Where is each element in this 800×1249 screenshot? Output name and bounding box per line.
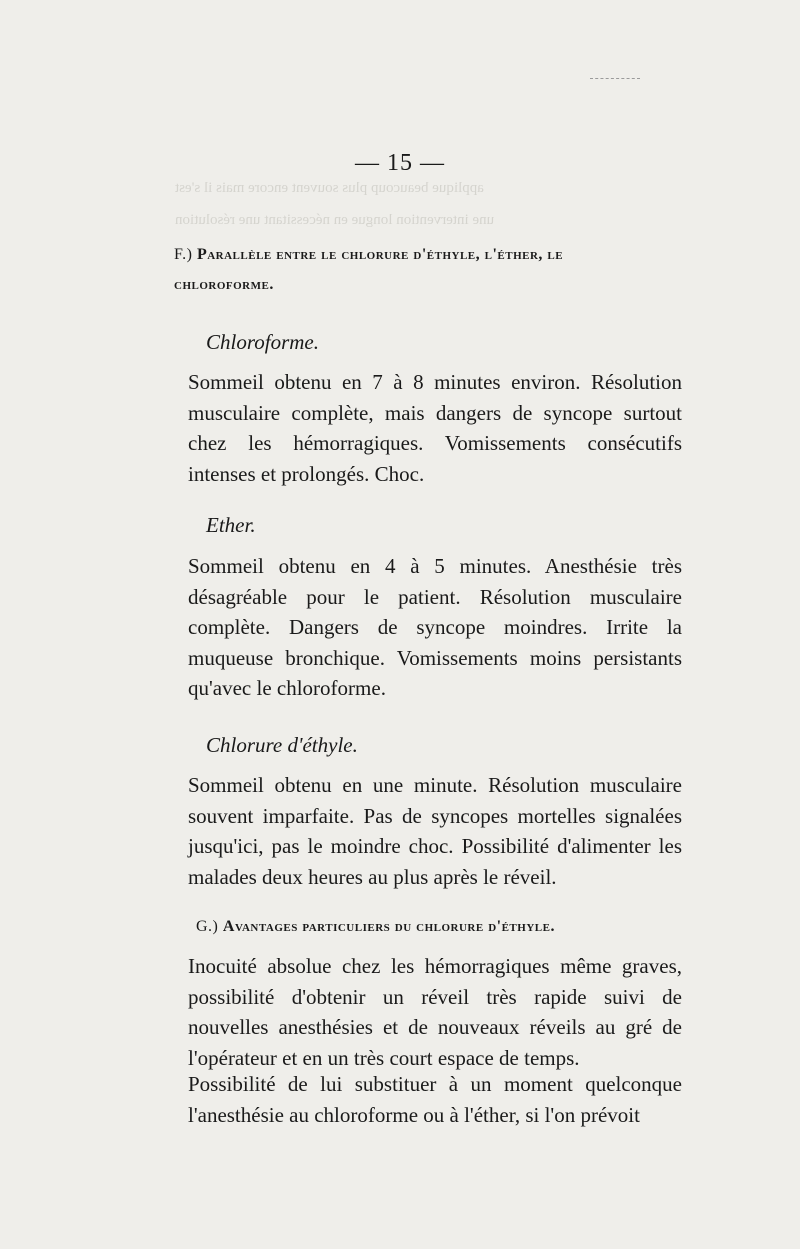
section-f-title: Parallèle entre le chlorure d'éthyle, l'éther, le bbox=[196, 246, 564, 263]
avantages-paragraph-2: Possibilité de lui substituer à un moment quelconque l'anesthésie au chloroforme ou à l'éther, si l'on prévoit bbox=[188, 1072, 682, 1127]
section-f-label: F.) bbox=[174, 246, 193, 263]
chloroforme-subtitle: Chloroforme. bbox=[206, 330, 319, 354]
avantages-paragraph-1: Inocuité absolue chez les hémorragiques même graves, possibilité d'obtenir un réveil très rapide suivi de nouvelles anesthésies et de nouveaux réveils au gré de l'opérateur et en un très court espace de temps. bbox=[188, 954, 682, 1070]
chloroforme-paragraph: Sommeil obtenu en 7 à 8 minutes environ. Résolution musculaire complète, mais dangers de syncope surtout chez les hémorragiques. Vomissements consécutifs intenses et prolongés. Choc. bbox=[188, 370, 682, 486]
section-f-title-cont: chloroforme. bbox=[174, 276, 274, 293]
bleed-through-text: une intervention longue en nécessitant une résolution bbox=[175, 212, 495, 228]
page-number: — 15 — bbox=[355, 150, 445, 176]
chlorure-subtitle: Chlorure d'éthyle. bbox=[206, 733, 358, 757]
chlorure-paragraph: Sommeil obtenu en une minute. Résolution musculaire souvent imparfaite. Pas de syncopes mortelles signalées jusqu'ici, pas le moindre choc. Possibilité d'alimenter les malades deux heures au plus après le réveil. bbox=[188, 773, 682, 889]
top-right-mark bbox=[590, 78, 640, 79]
section-g-title: Avantages particuliers du chlorure d'éthyle. bbox=[222, 918, 555, 935]
ether-subtitle: Ether. bbox=[206, 513, 256, 537]
section-f-heading bbox=[174, 240, 684, 300]
bleed-through-text: applique beaucoup plus souvent encore mais il s'est bbox=[175, 180, 484, 196]
ether-paragraph: Sommeil obtenu en 4 à 5 minutes. Anesthésie très désagréable pour le patient. Résolution musculaire complète. Dangers de syncope moindres. Irrite la muqueuse bronchique. Vomissements moins persistants qu'avec le chloroforme. bbox=[188, 554, 682, 700]
section-g-heading bbox=[196, 912, 676, 942]
section-g-label: G.) bbox=[196, 918, 219, 935]
